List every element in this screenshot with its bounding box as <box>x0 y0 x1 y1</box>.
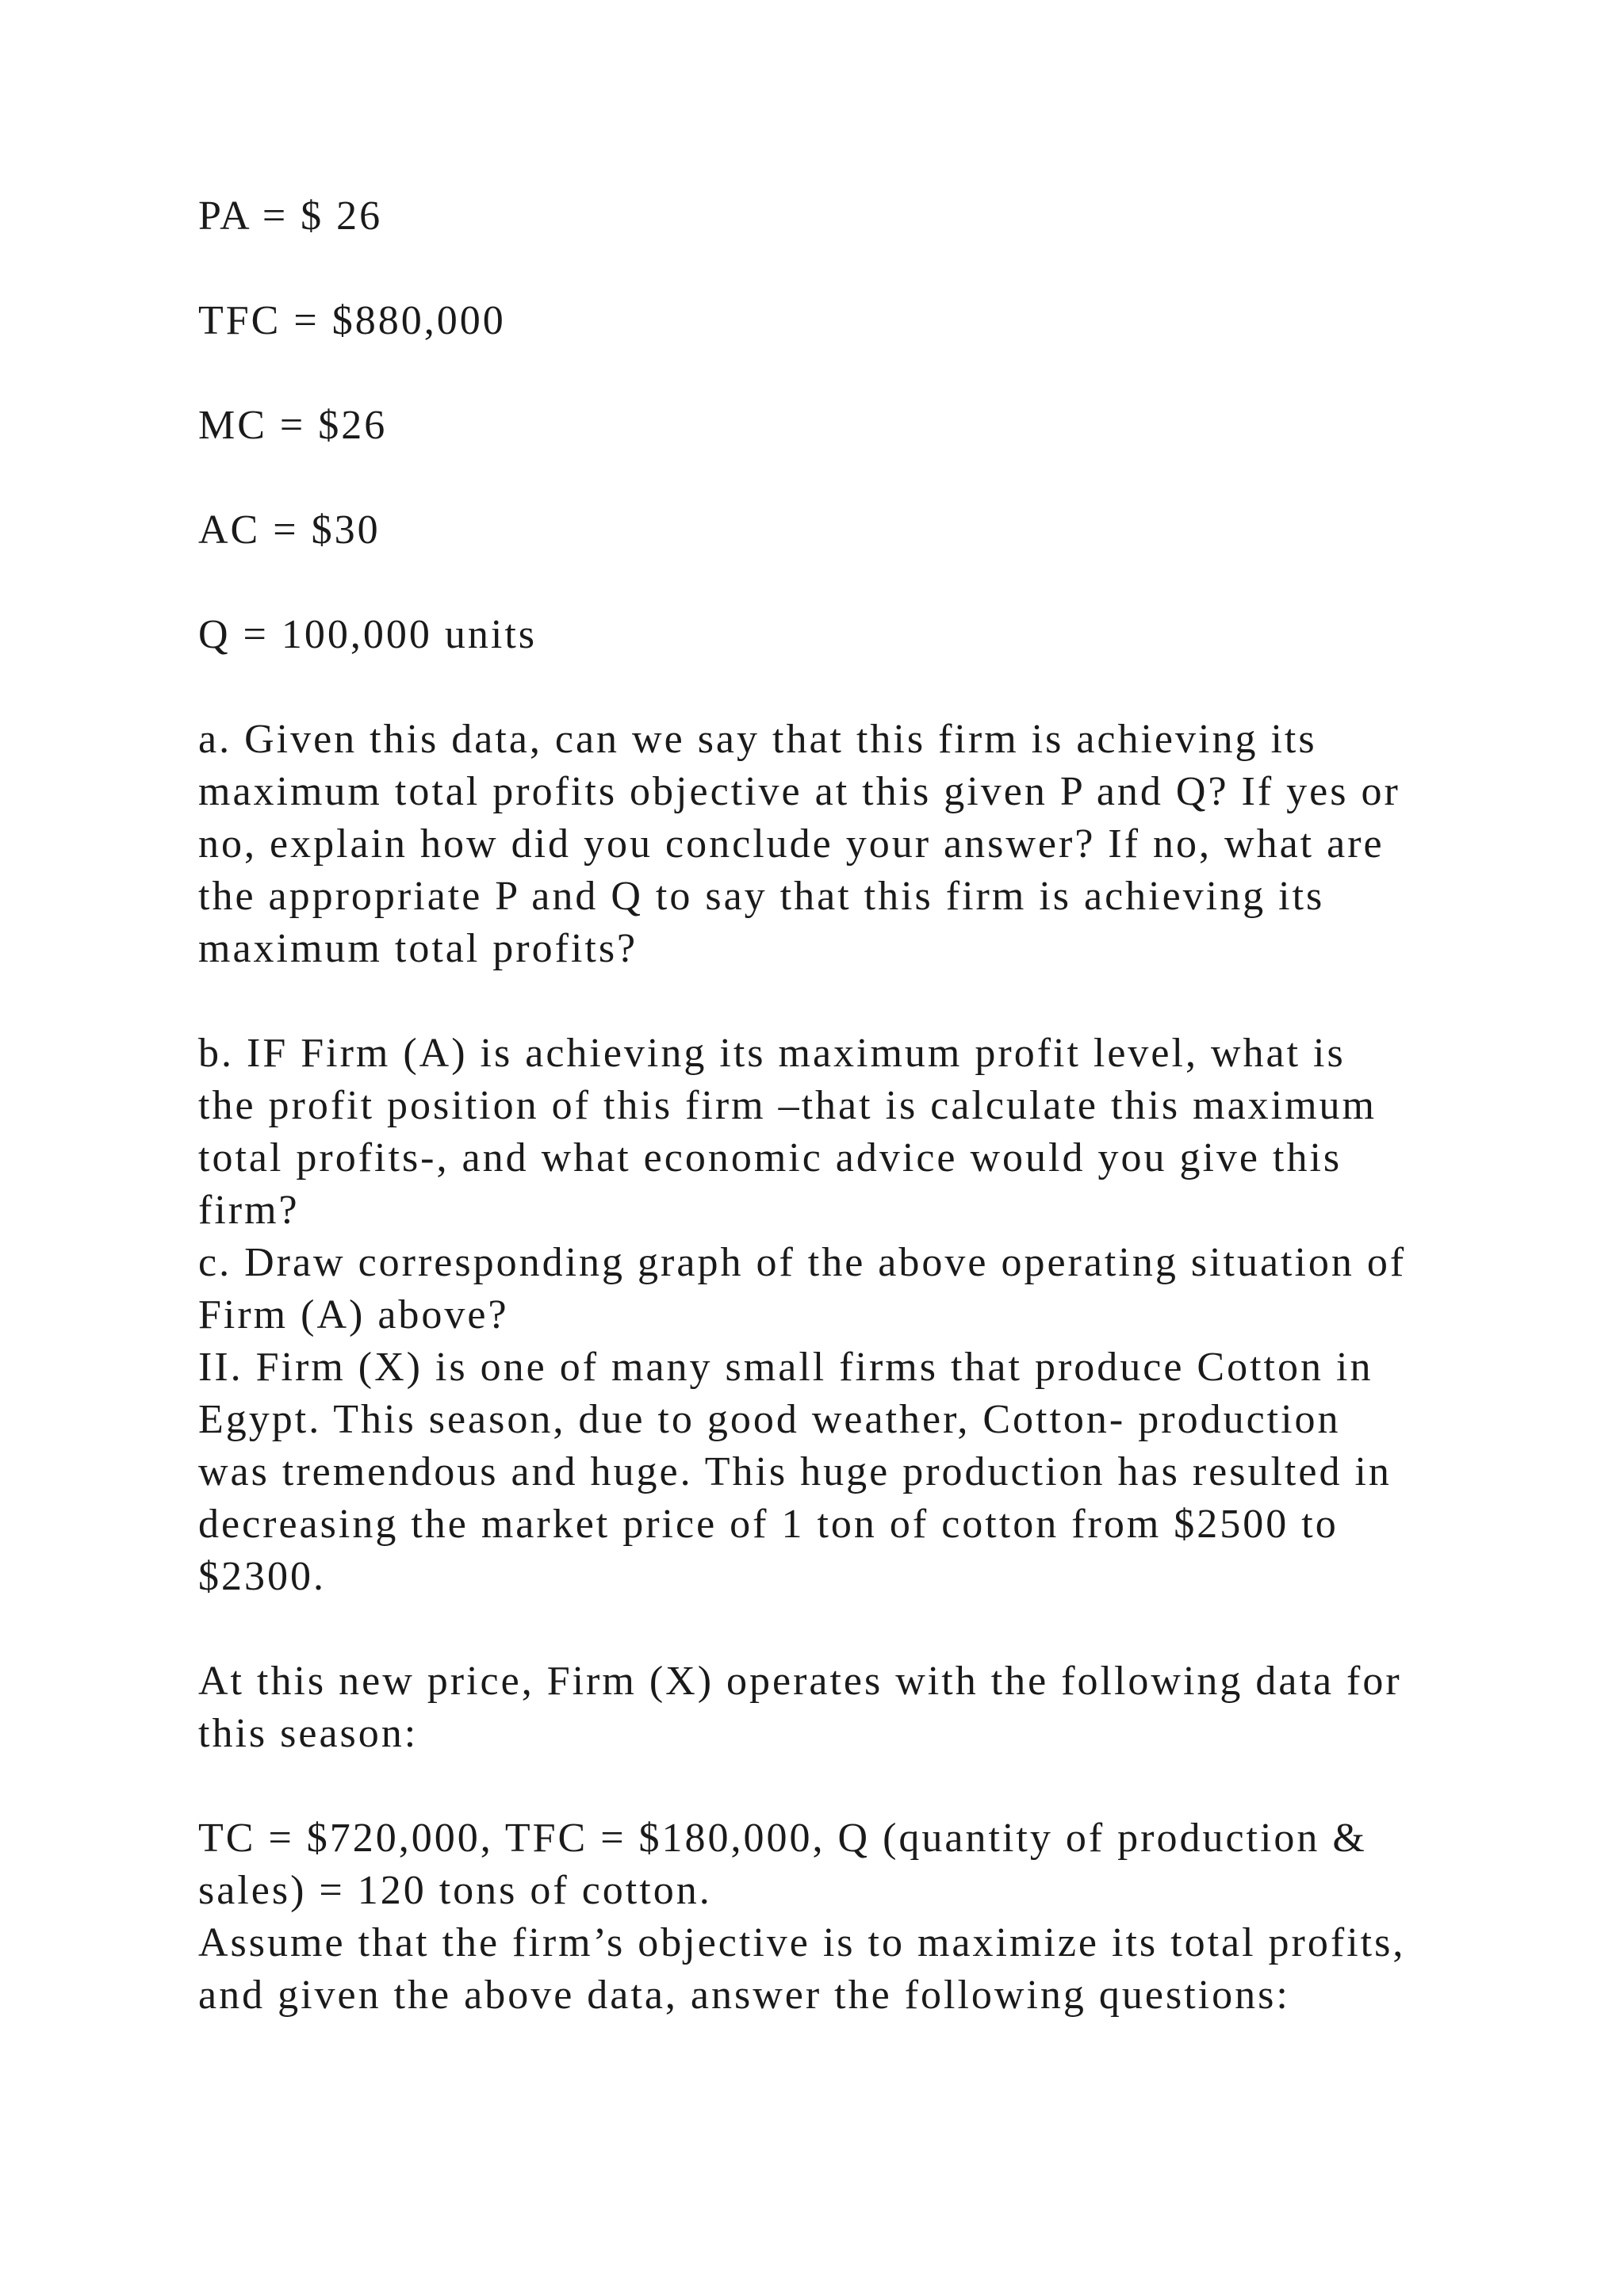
given-quantity: Q = 100,000 units <box>198 612 538 657</box>
question-a: a. Given this data, can we say that this firm is achieving its maximum total profits objective at this given P and Q? If yes or no, explain how did you conclude your answer? If no, what are the appropriate P and Q to say that this firm is achieving its maximum total profits? <box>198 717 1400 971</box>
assumption-text: Assume that the firm’s objective is to maximize its total profits, and given the above data, answer the following questions: <box>198 1920 1406 2018</box>
given-price: PA = $ 26 <box>198 193 383 239</box>
given-total-fixed-cost: TFC = $880,000 <box>198 298 506 343</box>
new-price-intro: At this new price, Firm (X) operates with the following data for this season: <box>198 1659 1402 1756</box>
firm-x-data: TC = $720,000, TFC = $180,000, Q (quantity of production & sales) = 120 tons of cotton. <box>198 1816 1367 1913</box>
question-b: b. IF Firm (A) is achieving its maximum profit level, what is the profit position of this firm –that is calculate this maximum total profits-, and what economic advice would you give this firm? <box>198 1031 1377 1233</box>
document-body <box>198 190 1435 2022</box>
given-average-cost: AC = $30 <box>198 507 381 553</box>
section-ii-intro: II. Firm (X) is one of many small firms that produce Cotton in Egypt. This season, due to good weather, Cotton- production was tremendous and huge. This huge production has resulted in decreasing the market price of 1 ton of cotton from $2500 to $2300. <box>198 1345 1392 1599</box>
given-marginal-cost: MC = $26 <box>198 403 388 448</box>
question-c: c. Draw corresponding graph of the above operating situation of Firm (A) above? <box>198 1240 1407 1337</box>
